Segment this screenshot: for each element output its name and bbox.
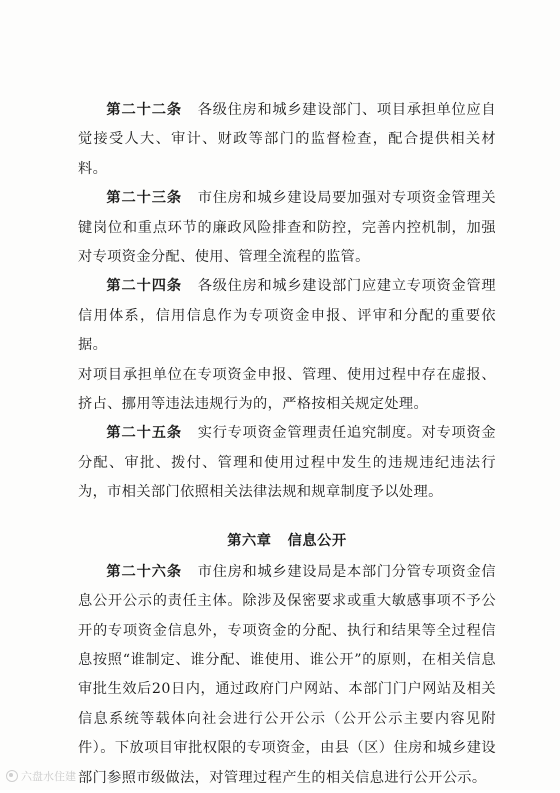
article-24 [78,272,496,360]
article-text: 实行专项资金管理责任追究制度。对专项资金分配、审批、拨付、管理和使用过程中发生的违规违纪违法行为，市相关部门依照相关法律法规和规章制度予以处理。 [78,425,496,501]
wechat-logo-icon [6,770,18,782]
article-text: 各级住房和城乡建设部门应建立专项资金管理信用体系，信用信息作为专项资金申报、评审和分配的重要依据。 [78,278,496,354]
article-label: 第二十五条 [106,425,183,442]
watermark-text: 六盘水住建 [21,770,76,783]
article-26 [78,558,496,793]
article-24-continued [78,361,496,420]
article-label: 第二十三条 [106,190,183,207]
article-25 [78,419,496,507]
chapter-title: 信息公开 [287,532,347,549]
article-text: 各级住房和城乡建设部门、项目承担单位应自觉接受人大、审计、财政等部门的监督检查，配合提供相关材料。 [78,102,496,177]
watermark [6,768,76,784]
article-label: 第二十二条 [106,102,183,118]
article-text: 市住房和城乡建设局要加强对专项资金管理关键岗位和重点环节的廉政风险排查和防控，完善内控机制，加强对专项资金分配、使用、管理全流程的监管。 [78,190,496,266]
article-22 [78,96,496,184]
article-23 [78,184,496,272]
chapter-number: 第六章 [227,532,272,549]
article-label: 第二十六条 [106,563,183,580]
chapter-heading [78,530,496,550]
document-body [78,96,496,793]
article-text: 市住房和城乡建设局是本部门分管专项资金信息公开公示的责任主体。除涉及保密要求或重大敏感事项不予公开的专项资金信息外，专项资金的分配、执行和结果等全过程信息按照“谁制定、谁分配、谁使用、谁公开”的原则，在相关信息审批生效后20日内，通过政府门户网站、本部门门户网站及相关信息系统等载体向社会进行公开公示（公开公示主要内容见附件）。下放项目审批权限的专项资金，由县（区）住房和城乡建设部门参照市级做法，对管理过程产生的相关信息进行公开公示。 [78,563,496,786]
article-text: 对项目承担单位在专项资金申报、管理、使用过程中存在虚报、挤占、挪用等违法违规行为的，严格按相关规定处理。 [78,366,496,413]
article-label: 第二十四条 [106,278,183,295]
